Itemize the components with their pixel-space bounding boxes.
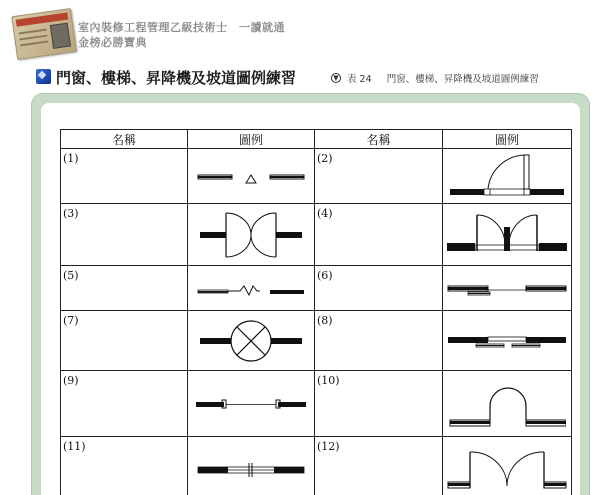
- symbol-2: [443, 149, 572, 204]
- brand-line-1: 室內裝修工程管理乙級技術士 一讀就通: [78, 21, 285, 34]
- symbol-3: [188, 204, 315, 266]
- symbol-1: [188, 149, 315, 204]
- header-symbol-2: 圖例: [443, 130, 572, 149]
- table-row: [61, 371, 572, 437]
- caption-text: 門窗、樓梯、昇降機及坡道圖例練習: [386, 74, 539, 85]
- item-label: (3): [61, 204, 188, 266]
- page-header: [0, 0, 600, 64]
- item-label: (11): [61, 437, 188, 495]
- symbol-12: [443, 437, 572, 495]
- license-card-image: [11, 8, 77, 60]
- symbol-6: [443, 266, 572, 311]
- item-label: (7): [61, 311, 188, 371]
- item-label: (9): [61, 371, 188, 437]
- item-label: (12): [315, 437, 443, 495]
- symbol-7: [188, 311, 315, 371]
- content-panel-inner: [41, 103, 580, 495]
- table-row: [61, 266, 572, 311]
- symbol-10: [443, 371, 572, 437]
- symbol-5: [188, 266, 315, 311]
- symbol-8: [443, 311, 572, 371]
- section-diamond-icon: [36, 69, 51, 84]
- item-label: (2): [315, 149, 443, 204]
- header-symbol-1: 圖例: [188, 130, 315, 149]
- caption-arrow-icon: ▼: [331, 73, 341, 83]
- content-panel: [31, 93, 590, 495]
- legend-table: [60, 129, 572, 495]
- item-label: (4): [315, 204, 443, 266]
- section-title-row: [0, 66, 600, 88]
- item-label: (8): [315, 311, 443, 371]
- table-caption: [331, 71, 539, 85]
- header-name-2: 名稱: [315, 130, 443, 149]
- brand-line-2: 金榜必勝寶典: [78, 36, 147, 49]
- table-row: [61, 437, 572, 495]
- item-label: (6): [315, 266, 443, 311]
- item-label: (5): [61, 266, 188, 311]
- symbol-9: [188, 371, 315, 437]
- caption-label: 表 24: [347, 74, 372, 85]
- header-name-1: 名稱: [61, 130, 188, 149]
- item-label: (10): [315, 371, 443, 437]
- table-row: [61, 149, 572, 204]
- item-label: (1): [61, 149, 188, 204]
- table-header-row: [61, 130, 572, 149]
- table-row: [61, 311, 572, 371]
- symbol-4: [443, 204, 572, 266]
- section-title: 門窗、樓梯、昇降機及坡道圖例練習: [56, 69, 297, 87]
- symbol-11: [188, 437, 315, 495]
- table-row: [61, 204, 572, 266]
